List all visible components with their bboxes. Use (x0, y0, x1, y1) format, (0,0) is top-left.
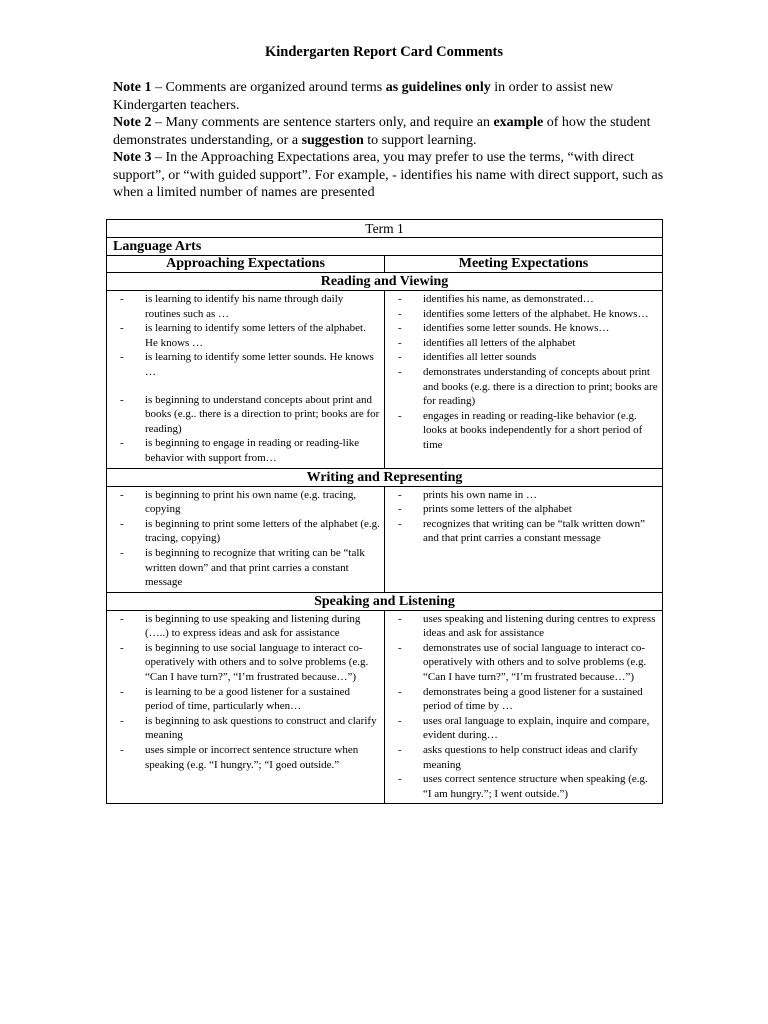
comment-item: - engages in reading or reading-like behavior (e.g. looks at books independently for a short period of time (389, 409, 658, 453)
comment-list (111, 488, 380, 590)
comment-item: - demonstrates being a good listener for a sustained period of time by … (389, 685, 658, 714)
comment-item: - is beginning to engage in reading or reading-like behavior with support from… (111, 436, 380, 465)
comment-item: - uses oral language to explain, inquire and compare, evident during… (389, 714, 658, 743)
comment-item: - identifies all letters of the alphabet (389, 336, 658, 351)
comment-list (111, 292, 380, 466)
column-header-meeting: Meeting Expectations (385, 256, 663, 273)
note-text: In the Approaching Expectations area, you may prefer to use the terms, “with direct support”, or “with guided support”. For example, - identifies his name with direct support, such as when a limited number of names are presented (113, 150, 664, 200)
section-header-row (107, 273, 663, 291)
subject-row (107, 238, 663, 256)
comment-item: - demonstrates use of social language to interact co-operatively with others and to solve problems (e.g. “Can I have turn?”, “I’m frustrated because…”) (389, 641, 658, 685)
column-header-approaching: Approaching Expectations (107, 256, 385, 273)
comment-item: - demonstrates understanding of concepts about print and books (e.g. there is a direction to print; books are for reading) (389, 365, 658, 409)
note-emphasis: as guidelines only (385, 80, 491, 95)
page-title: Kindergarten Report Card Comments (264, 44, 503, 60)
comment-item: - identifies all letter sounds (389, 350, 658, 365)
comment-item: - is beginning to understand concepts about print and books (e.g.. there is a direction to print; books are for reading) (111, 393, 380, 437)
comment-item: - is beginning to recognize that writing can be “talk written down” and that print carries a constant message (111, 546, 380, 590)
meeting-cell (385, 291, 663, 469)
section-header-row (107, 468, 663, 486)
note-1 (113, 79, 673, 114)
comment-item: - is beginning to ask questions to construct and clarify meaning (111, 714, 380, 743)
note-emphasis: example (493, 115, 544, 130)
note-text: Many comments are sentence starters only, and require an (165, 115, 494, 130)
column-header-row (107, 256, 663, 273)
comment-item: - asks questions to help construct ideas and clarify meaning (389, 743, 658, 772)
section-title-writing-and-representing: Writing and Representing (107, 468, 663, 486)
note-text: of how the student demonstrates understanding, or a (113, 115, 651, 148)
note-text: to support learning. (363, 132, 477, 148)
comment-list (389, 612, 658, 802)
comment-item: - identifies some letters of the alphabet. He knows… (389, 307, 658, 322)
comment-list (389, 292, 658, 453)
comment-item: - is beginning to print his own name (e.g. tracing, copying (111, 488, 380, 517)
comment-item: - prints his own name in … (389, 488, 658, 503)
section-header-row (107, 592, 663, 610)
comment-item: - is beginning to use speaking and listening during (…..) to express ideas and ask for assistance (111, 612, 380, 641)
section-title-reading-and-viewing: Reading and Viewing (107, 273, 663, 291)
section-content-row (107, 486, 663, 592)
comment-item: - is learning to be a good listener for a sustained period of time, particularly when… (111, 685, 380, 714)
note-text: Comments are organized around terms (165, 80, 386, 95)
note-label: Note 1 (113, 80, 152, 95)
section-title-speaking-and-listening: Speaking and Listening (107, 592, 663, 610)
section-content-row (107, 291, 663, 469)
comment-item: - recognizes that writing can be “talk written down” and that print carries a constant message (389, 517, 658, 546)
note-label: Note 3 (113, 150, 152, 165)
note-dash: – (151, 115, 166, 130)
comment-item: - uses correct sentence structure when speaking (e.g. “I am hungry.”; I went outside.”) (389, 772, 658, 801)
comment-list (111, 612, 380, 773)
comment-item: - uses simple or incorrect sentence structure when speaking (e.g. “I hungry.”; “I goed outside.” (111, 743, 380, 772)
meeting-cell (385, 486, 663, 592)
note-text: in order to assist new Kindergarten teachers. (113, 80, 614, 113)
comment-item: - prints some letters of the alphabet (389, 502, 658, 517)
comment-item: - is learning to identify some letter sounds. He knows … (111, 350, 380, 379)
note-label: Note 2 (113, 115, 152, 130)
term-label: Term 1 (107, 220, 663, 238)
note-2 (113, 114, 673, 149)
report-card-table (106, 219, 663, 804)
approaching-cell (107, 291, 385, 469)
section-content-row (107, 610, 663, 804)
comment-item: - uses speaking and listening during centres to express ideas and ask for assistance (389, 612, 658, 641)
comment-item: - is learning to identify his name through daily routines such as … (111, 292, 380, 321)
comment-item: - is learning to identify some letters of the alphabet. He knows … (111, 321, 380, 350)
comment-item: - is beginning to print some letters of the alphabet (e.g. tracing, copying) (111, 517, 380, 546)
notes-section (113, 79, 673, 202)
term-row (107, 220, 663, 238)
comment-item: - identifies his name, as demonstrated… (389, 292, 658, 307)
subject-label: Language Arts (107, 238, 663, 256)
meeting-cell (385, 610, 663, 804)
approaching-cell (107, 610, 385, 804)
note-3 (113, 149, 673, 202)
comment-list (389, 488, 658, 546)
approaching-cell (107, 486, 385, 592)
note-emphasis: suggestion (301, 132, 364, 148)
note-dash: – (151, 150, 166, 165)
comment-item: - is beginning to use social language to interact co-operatively with others and to solve problems (e.g. “Can I have turn?”, “I’m frustrated because…”) (111, 641, 380, 685)
comment-item: - identifies some letter sounds. He knows… (389, 321, 658, 336)
note-dash: – (151, 80, 166, 95)
